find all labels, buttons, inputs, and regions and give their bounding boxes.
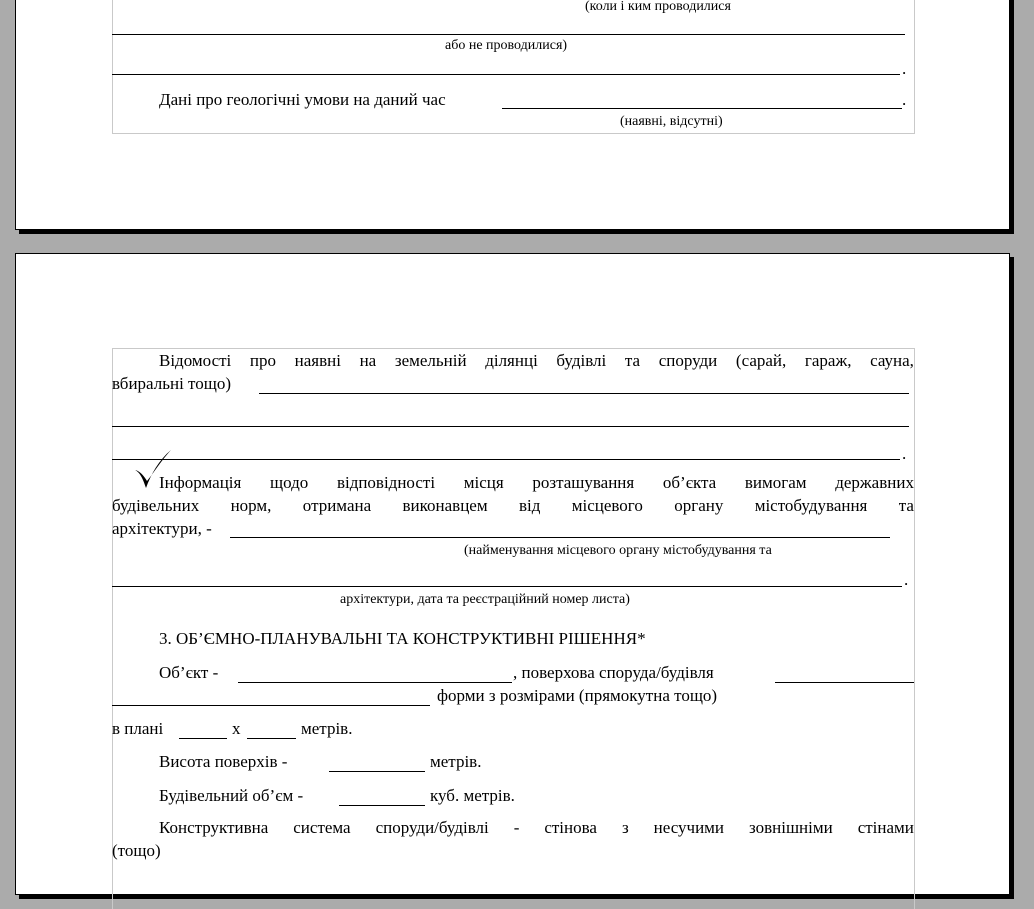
word: вимогам: [744, 473, 807, 492]
word: будівлі: [556, 351, 607, 370]
construction-line-1: [159, 818, 914, 838]
object-fill-line: [238, 682, 512, 683]
word: Конструктивна: [159, 818, 269, 837]
word: будівельних: [112, 496, 200, 515]
buildings-period: .: [902, 444, 907, 463]
geo-fill-line: [502, 108, 902, 109]
info-line-2: [112, 496, 914, 516]
caption-when-conducted: (коли і ким проводилися: [585, 0, 731, 14]
fill-line: [112, 586, 902, 587]
word: щодо: [270, 473, 309, 492]
info-line-1: [159, 473, 914, 493]
word: ділянці: [485, 351, 538, 370]
word: державних: [835, 473, 914, 492]
word: Інформація: [159, 473, 242, 492]
fill-line: [112, 426, 909, 427]
object-label: Об’єкт -: [159, 663, 219, 682]
word: (сарай,: [735, 351, 787, 370]
word: об’єкта: [662, 473, 717, 492]
height-label: Висота поверхів -: [159, 752, 288, 771]
word: норм,: [230, 496, 272, 515]
authority-fill-line: [230, 537, 890, 538]
word: земельній: [394, 351, 467, 370]
height-fill-line: [329, 771, 425, 772]
word: сауна,: [870, 351, 914, 370]
word: про: [249, 351, 277, 370]
fill-line: [259, 393, 909, 394]
geo-caption: (наявні, відсутні): [620, 114, 723, 129]
plan-width-line: [179, 738, 227, 739]
word: споруди: [658, 351, 718, 370]
volume-label: Будівельний об’єм -: [159, 786, 304, 805]
plan-length-line: [247, 738, 296, 739]
word: та: [624, 351, 641, 370]
volume-unit: куб. метрів.: [430, 786, 515, 805]
shape-fill-line: [112, 705, 430, 706]
word: система: [293, 818, 351, 837]
height-unit: метрів.: [430, 752, 482, 771]
word: містобудування: [754, 496, 868, 515]
line-period: .: [902, 59, 907, 78]
word: наявні: [294, 351, 341, 370]
word: на: [359, 351, 377, 370]
word: стінова: [544, 818, 597, 837]
word: стінами: [857, 818, 914, 837]
object-mid-text: , поверхова споруда/будівля: [513, 663, 714, 682]
word: Відомості: [159, 351, 232, 370]
word: отримана: [302, 496, 372, 515]
document-page-2: [15, 253, 1010, 895]
plan-unit: метрів.: [301, 719, 353, 738]
geo-period: .: [902, 90, 907, 109]
authority-caption-2: архітектури, дата та реєстраційний номер листа): [340, 592, 630, 607]
buildings-line-2: вбиральні тощо): [112, 374, 232, 393]
word: з: [621, 818, 629, 837]
word: місця: [463, 473, 504, 492]
word: від: [518, 496, 541, 515]
word: зовнішніми: [749, 818, 833, 837]
shape-text: форми з розмірами (прямокутна тощо): [437, 686, 718, 705]
caption-or-not-conducted: або не проводилися): [445, 38, 568, 53]
section-heading: 3. ОБ’ЄМНО-ПЛАНУВАЛЬНІ ТА КОНСТРУКТИВНІ РІШЕННЯ*: [159, 629, 646, 648]
text-area-border: [112, 0, 915, 134]
word: споруди/будівлі: [375, 818, 489, 837]
authority-period: .: [904, 570, 909, 589]
word: та: [898, 496, 914, 515]
word: гараж,: [804, 351, 852, 370]
word: місцевого: [571, 496, 643, 515]
authority-caption-1: (найменування місцевого органу містобудування та: [464, 543, 772, 558]
fill-line: [112, 459, 900, 460]
word: відповідності: [336, 473, 436, 492]
word: несучими: [653, 818, 725, 837]
word: виконавцем: [402, 496, 488, 515]
word: розташування: [532, 473, 635, 492]
document-page-1: [15, 0, 1010, 230]
fill-line: [112, 74, 900, 75]
plan-label: в плані: [112, 719, 164, 738]
construction-line-2: (тощо): [112, 841, 161, 860]
fill-line: [112, 34, 905, 35]
buildings-line-1: [159, 351, 914, 371]
floors-fill-line: [775, 682, 914, 683]
word: органу: [674, 496, 724, 515]
plan-x: х: [232, 719, 241, 738]
word: -: [513, 818, 520, 837]
geo-conditions-label: Дані про геологічні умови на даний час: [159, 90, 446, 109]
volume-fill-line: [339, 805, 425, 806]
info-line-3: архітектури, -: [112, 519, 212, 538]
